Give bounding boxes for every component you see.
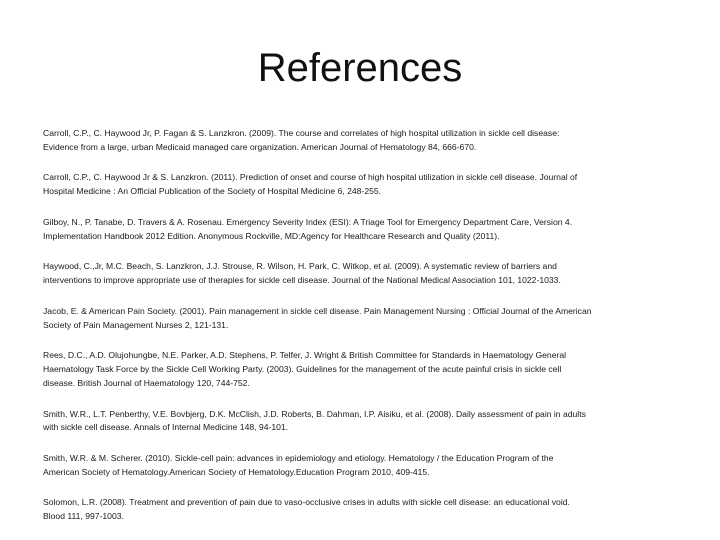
- reference-line: Carroll, C.P., C. Haywood Jr, P. Fagan & S. Lanzkron. (2009). The course and correlates of high hospital utilization in sickle cell disease:: [43, 128, 560, 138]
- reference-line: Hospital Medicine : An Official Publication of the Society of Hospital Medicine 6, 248-255.: [43, 186, 382, 197]
- reference-line: Jacob, E. & American Pain Society. (2001). Pain management in sickle cell disease. Pain Management Nursing : Official Journal of the American: [43, 305, 592, 316]
- reference-item: [43, 216, 688, 243]
- reference-line: Blood 111, 997-1003.: [43, 511, 124, 522]
- reference-item: [43, 496, 688, 523]
- reference-list: [43, 127, 688, 540]
- reference-item: [43, 452, 688, 479]
- page-title: References: [257, 46, 463, 90]
- reference-line: Haywood, C.,Jr, M.C. Beach, S. Lanzkron, J.J. Strouse, R. Wilson, H. Park, C. Witkop, et al. (2009). A systematic review of barriers and: [43, 261, 557, 272]
- reference-line: interventions to improve appropriate use of therapies for sickle cell disease. Journal of the National Medical Association 101, 1022-1033.: [43, 275, 561, 286]
- reference-line: with sickle cell disease. Annals of Internal Medicine 148, 94-101.: [43, 422, 289, 433]
- reference-item: [43, 408, 688, 435]
- reference-line: Rees, D.C., A.D. Olujohungbe, N.E. Parker, A.D. Stephens, P. Telfer, J. Wright & British Committee for Standards in Haematology General: [43, 350, 567, 361]
- reference-item: [43, 260, 688, 287]
- reference-item: [43, 349, 688, 390]
- reference-item: [43, 171, 688, 198]
- reference-line: Solomon, L.R. (2008). Treatment and prevention of pain due to vaso-occlusive crises in adults with sickle cell disease: an educational void.: [43, 497, 570, 508]
- reference-line: Carroll, C.P., C. Haywood Jr & S. Lanzkron. (2011). Prediction of onset and course of high hospital utilization in sickle cell disease. Journal of: [43, 172, 578, 183]
- reference-item: [43, 305, 688, 332]
- reference-line: Society of Pain Management Nurses 2, 121-131.: [43, 319, 229, 330]
- reference-line: disease. British Journal of Haematology 120, 744-752.: [43, 377, 250, 388]
- reference-line: Evidence from a large, urban Medicaid managed care organization. American Journal of Hematology 84, 666-670.: [43, 141, 477, 152]
- reference-line: Implementation Handbook 2012 Edition. Anonymous Rockville, MD:Agency for Healthcare Research and Quality (2011).: [43, 230, 500, 241]
- reference-line: Haematology Task Force by the Sickle Cell Working Party. (2003). Guidelines for the management of the acute painful crisis in sickle cell: [43, 364, 562, 375]
- reference-line: Smith, W.R. & M. Scherer. (2010). Sickle-cell pain: advances in epidemiology and etiology. Hematology / the Education Program of the: [43, 452, 554, 463]
- reference-line: Gilboy, N., P. Tanabe, D. Travers & A. Rosenau. Emergency Severity Index (ESI): A Triage Tool for Emergency Department Care, Version 4.: [43, 216, 573, 227]
- reference-line: Smith, W.R., L.T. Penberthy, V.E. Bovbjerg, D.K. McClish, J.D. Roberts, B. Dahman, I.P. Aisiku, et al. (2008). Daily assessment of pain in adults: [43, 408, 586, 419]
- reference-line: American Society of Hematology.American Society of Hematology.Education Program 2010, 409-415.: [43, 466, 430, 477]
- reference-item: [43, 127, 688, 154]
